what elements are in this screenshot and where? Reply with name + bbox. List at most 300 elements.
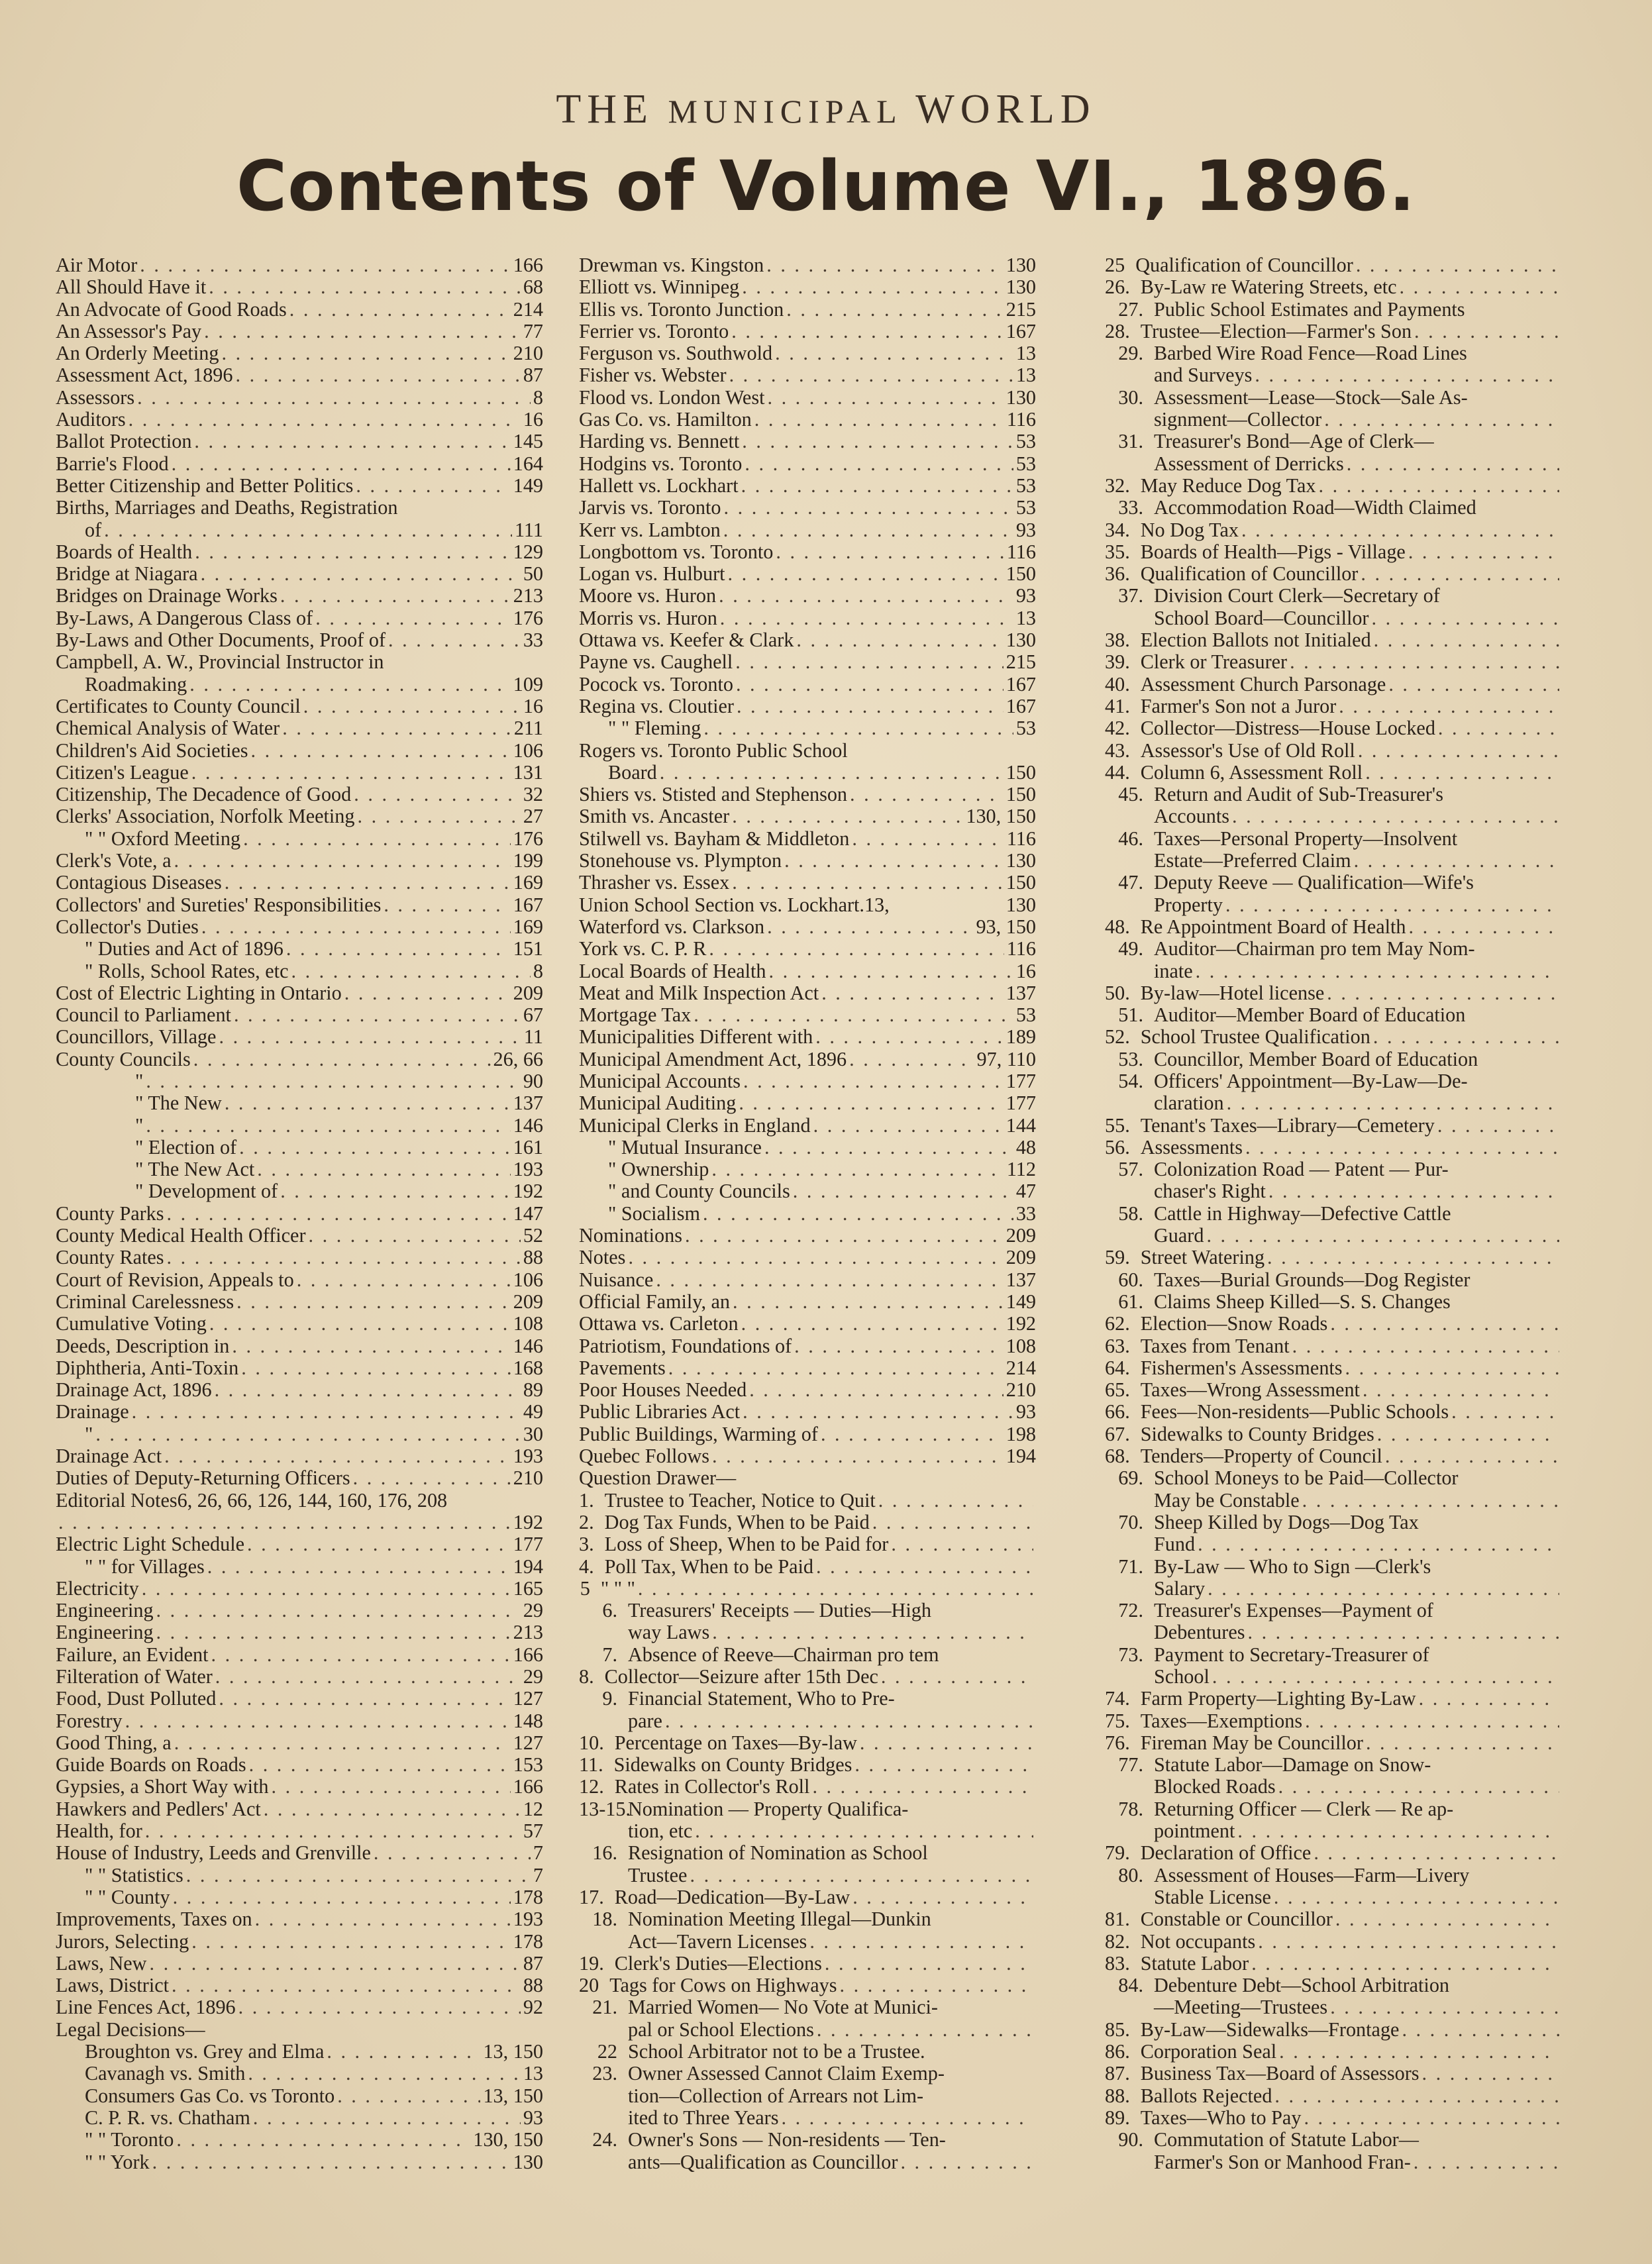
entry-label: Rogers vs. Toronto Public School — [579, 739, 848, 762]
leader-dots — [854, 1754, 1033, 1776]
entry-page: 146 — [513, 1335, 543, 1357]
entry-label: Treasurer's Bond—Age of Clerk— — [1154, 431, 1434, 453]
index-entry — [579, 1026, 1036, 1048]
entry-label: Citizenship, The Decadence of Good — [56, 784, 352, 806]
entry-number: 42. — [1105, 717, 1130, 740]
entry-number: 88. — [1105, 2084, 1130, 2107]
entry-number: 65. — [1105, 1379, 1130, 1402]
entry-label: Forestry — [56, 1710, 123, 1732]
entry-label: " — [135, 1070, 144, 1092]
entry-page: 164 — [513, 452, 543, 475]
leader-dots — [1258, 1931, 1559, 1953]
leader-dots — [1278, 1776, 1559, 1798]
entry-label: Local Boards of Health — [579, 960, 766, 982]
leader-dots — [720, 607, 1013, 629]
entry-number: 9. — [602, 1688, 617, 1710]
entry-label: Debenture Debt—School Arbitration — [1154, 1975, 1450, 1997]
index-entry — [579, 1776, 1036, 1798]
entry-page: 13 — [523, 2063, 543, 2085]
leader-dots — [156, 1600, 521, 1621]
index-entry — [56, 364, 543, 386]
leader-dots — [719, 585, 1013, 607]
leader-dots — [344, 982, 511, 1004]
index-entry — [579, 2041, 1036, 2063]
entry-number: 40. — [1105, 673, 1130, 695]
entry-label: Tenant's Taxes—Library—Cemetery — [1140, 1114, 1435, 1137]
entry-number: 53. — [1118, 1048, 1143, 1070]
entry-number: 55. — [1105, 1114, 1130, 1137]
entry-label: Municipal Clerks in England — [579, 1114, 811, 1137]
index-entry — [1105, 695, 1562, 717]
leader-dots — [280, 1180, 511, 1202]
entry-label: Bridges on Drainage Works — [56, 585, 278, 607]
entry-label: Shiers vs. Stisted and Stephenson — [579, 784, 848, 806]
entry-number: 67. — [1105, 1423, 1130, 1445]
entry-label: Diphtheria, Anti-Toxin — [56, 1357, 239, 1379]
entry-page: 211 — [513, 717, 543, 740]
index-entry — [56, 784, 543, 805]
entry-label: Legal Decisions— — [56, 2018, 205, 2041]
entry-page: 150 — [1006, 784, 1036, 806]
leader-dots — [728, 563, 1004, 585]
entry-label: Owner Assessed Cannot Claim Exemp- — [628, 2063, 945, 2085]
index-entry — [56, 1931, 543, 1953]
entry-number: 19. — [579, 1952, 604, 1975]
entry-label: Councillor, Member Board of Education — [1154, 1048, 1478, 1070]
leader-dots — [1314, 1842, 1559, 1864]
entry-page: 30 — [523, 1423, 543, 1445]
leader-dots — [821, 982, 1004, 1004]
leader-dots — [129, 409, 521, 431]
leader-dots — [358, 805, 521, 827]
entry-label: Collectors' and Sureties' Responsibilities — [56, 894, 382, 916]
index-entry — [579, 1115, 1036, 1137]
entry-label: " — [135, 1114, 144, 1137]
leader-dots — [1324, 409, 1559, 431]
entry-page: 166 — [513, 1643, 543, 1666]
index-entry — [579, 1313, 1036, 1335]
index-entry — [56, 1313, 543, 1335]
entry-label: Cavanagh vs. Smith — [85, 2063, 246, 2085]
entry-page: 161 — [513, 1136, 543, 1158]
entry-label: By-Law—Sidewalks—Frontage — [1140, 2018, 1400, 2041]
entry-label: inate — [1154, 960, 1193, 982]
leader-dots — [243, 828, 511, 850]
entry-label: Assessors — [56, 386, 135, 409]
index-entry — [579, 585, 1036, 607]
entry-label: Improvements, Taxes on — [56, 1908, 252, 1931]
index-entry — [56, 1070, 543, 1092]
entry-label: " " County — [85, 1886, 170, 1908]
entry-page: 29 — [523, 1600, 543, 1622]
leader-dots — [174, 850, 511, 872]
entry-label: pal or School Elections — [628, 2018, 814, 2041]
index-entry — [579, 1908, 1036, 1930]
index-entry — [56, 409, 543, 431]
leader-dots — [215, 1379, 521, 1401]
entry-label: By-Law re Watering Streets, etc — [1140, 276, 1397, 299]
leader-dots — [1304, 2107, 1559, 2129]
leader-dots — [1237, 1820, 1559, 1842]
leader-dots — [1400, 276, 1559, 298]
index-entry — [579, 1401, 1036, 1423]
index-entry — [1105, 1335, 1562, 1357]
leader-dots — [241, 1357, 510, 1379]
entry-page: 116 — [1006, 827, 1036, 850]
leader-dots — [164, 1445, 511, 1467]
contents-column-2 — [579, 254, 1036, 2173]
leader-dots — [1335, 1908, 1559, 1930]
entry-page: 177 — [513, 1533, 543, 1556]
index-entry — [579, 342, 1036, 364]
entry-label: Laws, New — [56, 1952, 147, 1975]
index-entry — [56, 1225, 543, 1247]
entry-number: 52. — [1105, 1026, 1130, 1049]
index-entry — [56, 299, 543, 321]
entry-label: Contagious Diseases — [56, 872, 222, 894]
index-entry — [1105, 1886, 1562, 1908]
leader-dots — [703, 1203, 1013, 1225]
entry-label: Fisher vs. Webster — [579, 364, 727, 387]
entry-label: Pavements — [579, 1357, 666, 1379]
entry-label: School — [1154, 1666, 1210, 1688]
entry-page: 193 — [513, 1158, 543, 1181]
index-entry — [56, 850, 543, 872]
index-entry — [579, 960, 1036, 982]
entry-label: Electric Light Schedule — [56, 1533, 244, 1556]
index-entry — [1105, 828, 1562, 850]
entry-number: 51. — [1118, 1004, 1143, 1027]
index-entry — [579, 1732, 1036, 1754]
entry-page: 192 — [513, 1511, 543, 1533]
entry-label: May Reduce Dog Tax — [1140, 474, 1316, 497]
entry-label: " The New — [135, 1092, 222, 1115]
entry-label: Auditor—Member Board of Education — [1154, 1004, 1466, 1027]
entry-number: 10. — [579, 1731, 604, 1754]
entry-label: Good Thing, a — [56, 1731, 172, 1754]
index-entry — [1105, 1225, 1562, 1247]
leader-dots — [786, 299, 1003, 321]
index-entry — [1105, 1401, 1562, 1423]
entry-number: 30. — [1118, 386, 1143, 409]
index-entry — [579, 850, 1036, 872]
index-entry — [1105, 1180, 1562, 1202]
index-entry — [1105, 1269, 1562, 1291]
index-entry — [56, 2129, 543, 2151]
entry-page: 16 — [523, 409, 543, 431]
index-entry — [1105, 1026, 1562, 1048]
index-entry — [1105, 364, 1562, 386]
index-entry — [579, 541, 1036, 563]
index-entry — [579, 1556, 1036, 1578]
entry-label: Clerks' Association, Norfolk Meeting — [56, 805, 355, 828]
leader-dots — [374, 1842, 531, 1864]
leader-dots — [58, 1512, 511, 1533]
leader-dots — [1345, 1357, 1559, 1379]
entry-label: Criminal Carelessness — [56, 1290, 234, 1313]
entry-label: Electricity — [56, 1577, 139, 1600]
entry-number: 46. — [1118, 827, 1143, 850]
leader-dots — [840, 1975, 1033, 1996]
leader-dots — [1363, 1379, 1559, 1401]
entry-number: 8. — [579, 1666, 594, 1688]
leader-dots — [849, 1049, 974, 1070]
leader-dots — [209, 276, 521, 298]
entry-page: 108 — [513, 1313, 543, 1335]
leader-dots — [146, 1070, 520, 1092]
entry-page: 209 — [513, 982, 543, 1004]
index-entry — [579, 1092, 1036, 1114]
index-entry — [1105, 1644, 1562, 1666]
leader-dots — [172, 453, 511, 475]
entry-label: Clerk's Vote, a — [56, 850, 172, 872]
entry-label: Municipal Accounts — [579, 1070, 741, 1092]
entry-number: 66. — [1105, 1401, 1130, 1423]
entry-page: 137 — [513, 1092, 543, 1115]
index-entry — [1105, 1137, 1562, 1158]
entry-number: 84. — [1118, 1975, 1143, 1997]
leader-dots — [255, 1908, 511, 1930]
entry-page: 166 — [513, 1776, 543, 1798]
entry-page: 210 — [1006, 1379, 1036, 1402]
entry-page: 137 — [1006, 1268, 1036, 1291]
entry-label: Question Drawer— — [579, 1467, 737, 1490]
entry-label: An Assessor's Pay — [56, 320, 202, 342]
entry-page: 47 — [1015, 1180, 1036, 1203]
entry-label: An Advocate of Good Roads — [56, 298, 287, 321]
entry-label: Deeds, Description in — [56, 1335, 230, 1357]
entry-page: 7 — [533, 1842, 543, 1865]
entry-label: Financial Statement, Who to Pre- — [628, 1688, 895, 1710]
entry-page: 53 — [1015, 1004, 1036, 1027]
leader-dots — [1206, 1225, 1559, 1247]
leader-dots — [1245, 1137, 1559, 1158]
entry-label: Ottawa vs. Carleton — [579, 1313, 739, 1335]
entry-label: Collector—Distress—House Locked — [1140, 717, 1435, 740]
index-entry — [1105, 1070, 1562, 1092]
entry-label: Nominations — [579, 1225, 682, 1247]
index-entry — [1105, 1423, 1562, 1445]
masthead — [0, 86, 1652, 133]
entry-label: Assessment Church Parsonage — [1140, 673, 1386, 695]
entry-label: Not occupants — [1140, 1930, 1256, 1953]
index-entry — [579, 1621, 1036, 1643]
index-entry — [56, 431, 543, 452]
contents-column-1 — [56, 254, 543, 2173]
entry-page: 13, 150 — [483, 2084, 543, 2107]
entry-label: No Dog Tax — [1140, 519, 1239, 541]
leader-dots — [737, 695, 1004, 717]
entry-label: " Rolls, School Rates, etc — [85, 960, 289, 982]
entry-label: Boards of Health — [56, 540, 193, 563]
index-entry — [56, 916, 543, 938]
leader-dots — [709, 938, 1004, 960]
entry-label: Nuisance — [579, 1268, 654, 1291]
entry-page: 53 — [1015, 431, 1036, 453]
entry-label: " Socialism — [608, 1202, 700, 1225]
index-entry — [579, 1357, 1036, 1379]
entry-number: 75. — [1105, 1710, 1130, 1732]
index-entry — [56, 872, 543, 894]
entry-number: 31. — [1118, 431, 1143, 453]
entry-page: 8 — [533, 960, 543, 982]
leader-dots — [1388, 674, 1559, 695]
entry-label: " — [85, 1423, 93, 1445]
index-entry — [1105, 453, 1562, 475]
entry-page: 16 — [1015, 960, 1036, 982]
entry-page: 112 — [1006, 1158, 1036, 1181]
entry-label: Absence of Reeve—Chairman pro tem — [628, 1643, 939, 1666]
index-entry — [579, 872, 1036, 894]
entry-label: Stilwell vs. Bayham & Middleton — [579, 827, 850, 850]
entry-label: Fireman May be Councillor — [1140, 1731, 1363, 1754]
index-entry — [1105, 1203, 1562, 1225]
entry-page: 209 — [1006, 1225, 1036, 1247]
index-entry — [56, 1092, 543, 1114]
index-entry — [579, 1269, 1036, 1291]
entry-label: Poor Houses Needed — [579, 1379, 747, 1402]
index-entry — [56, 982, 543, 1004]
index-entry — [56, 1335, 543, 1357]
index-entry — [579, 1754, 1036, 1776]
index-entry — [1105, 1732, 1562, 1754]
index-entry — [1105, 1490, 1562, 1512]
leader-dots — [384, 894, 510, 916]
index-entry — [579, 1886, 1036, 1908]
leader-dots — [172, 1975, 521, 1996]
entry-number: 61. — [1118, 1290, 1143, 1313]
entry-label: Jarvis vs. Toronto — [579, 497, 721, 519]
entry-label: Treasurer's Expenses—Payment of — [1154, 1600, 1433, 1622]
index-entry — [56, 1886, 543, 1908]
entry-page: 130, 150 — [966, 805, 1036, 828]
entry-label: By-Laws, A Dangerous Class of — [56, 607, 313, 629]
entry-label: Return and Audit of Sub-Treasurer's — [1154, 784, 1443, 806]
entry-page: 214 — [513, 298, 543, 321]
leader-dots — [733, 1291, 1004, 1313]
index-entry — [56, 1644, 543, 1666]
leader-dots — [1358, 740, 1559, 762]
entry-label: Public Libraries Act — [579, 1401, 741, 1423]
index-entry — [1105, 1445, 1562, 1467]
leader-dots — [767, 387, 1003, 409]
index-entry — [1105, 1754, 1562, 1776]
leader-dots — [191, 762, 511, 784]
index-entry — [1105, 1842, 1562, 1864]
entry-number: 33. — [1118, 497, 1143, 519]
entry-label: Barbed Wire Road Fence—Road Lines — [1154, 342, 1467, 365]
entry-page: 87 — [523, 364, 543, 387]
leader-dots — [186, 1865, 531, 1886]
entry-page: 49 — [523, 1401, 543, 1423]
entry-label: " Election of — [135, 1136, 237, 1158]
entry-label: " The New Act — [135, 1158, 255, 1181]
entry-number: 54. — [1118, 1070, 1143, 1092]
entry-label: Taxes—Who to Pay — [1140, 2106, 1302, 2129]
index-entry — [579, 1247, 1036, 1268]
index-entry — [579, 1049, 1036, 1070]
entry-label: Sheep Killed by Dogs—Dog Tax — [1154, 1511, 1419, 1533]
entry-number: 82. — [1105, 1930, 1130, 1953]
entry-label: " " York — [85, 2151, 150, 2173]
entry-label: pare — [628, 1710, 662, 1732]
entry-page: 53 — [1015, 452, 1036, 475]
entry-label: Sidewalks on County Bridges — [613, 1754, 852, 1776]
index-entry — [1105, 982, 1562, 1004]
index-entry — [579, 717, 1036, 739]
leader-dots — [1451, 1401, 1559, 1423]
index-entry — [579, 1137, 1036, 1158]
entry-label: Poll Tax, When to be Paid — [604, 1555, 814, 1578]
index-entry — [1105, 1621, 1562, 1643]
leader-dots — [1232, 805, 1559, 827]
entry-label: Editorial Notes6, 26, 66, 126, 144, 160, 176, 208 — [56, 1489, 448, 1512]
entry-label: Morris vs. Huron — [579, 607, 717, 629]
index-entry — [56, 453, 543, 475]
leader-dots — [813, 1115, 1004, 1137]
entry-number: 32. — [1105, 474, 1130, 497]
entry-label: Colonization Road — Patent — Pur- — [1154, 1158, 1449, 1181]
index-entry — [56, 541, 543, 563]
entry-label: Ferrier vs. Toronto — [579, 320, 729, 342]
entry-number: 38. — [1105, 629, 1130, 652]
index-entry — [1105, 916, 1562, 938]
index-entry — [1105, 629, 1562, 651]
entry-label: way Laws — [628, 1621, 710, 1644]
entry-page: 53 — [1015, 717, 1036, 740]
entry-label: Accommodation Road—Width Claimed — [1154, 497, 1476, 519]
entry-label: County Parks — [56, 1202, 164, 1225]
index-entry — [579, 674, 1036, 695]
entry-label: —Meeting—Trustees — [1154, 1996, 1328, 2019]
index-entry — [56, 585, 543, 607]
entry-number: 28. — [1105, 320, 1130, 342]
entry-label: May be Constable — [1154, 1489, 1300, 1512]
leader-dots — [1365, 762, 1559, 784]
entry-label: Engineering — [56, 1621, 154, 1644]
entry-number: 56. — [1105, 1136, 1130, 1158]
entry-label: Qualification of Councillor — [1135, 254, 1353, 276]
entry-label: Column 6, Assessment Roll — [1140, 761, 1363, 784]
entry-page: 53 — [1015, 474, 1036, 497]
contents-column-3 — [1105, 254, 1562, 2173]
index-entry — [1105, 387, 1562, 409]
index-entry — [579, 2019, 1036, 2041]
entry-page: 93, 150 — [976, 915, 1036, 938]
entry-page: 93 — [1015, 519, 1036, 541]
entry-label: and Surveys — [1154, 364, 1253, 387]
leader-dots — [656, 1269, 1003, 1291]
entry-label: Ellis vs. Toronto Junction — [579, 298, 784, 321]
entry-page: 194 — [513, 1555, 543, 1578]
index-entry — [579, 1953, 1036, 1975]
leader-dots — [249, 1754, 511, 1776]
index-entry — [56, 497, 543, 519]
index-entry — [56, 1621, 543, 1643]
index-entry — [56, 1666, 543, 1688]
leader-dots — [297, 1269, 511, 1291]
entry-page: 130 — [1006, 276, 1036, 299]
index-entry — [579, 1004, 1036, 1026]
leader-dots — [238, 1996, 521, 2018]
index-entry — [579, 938, 1036, 960]
index-entry — [1105, 674, 1562, 695]
index-entry — [579, 982, 1036, 1004]
index-entry — [56, 342, 543, 364]
entry-label: Guide Boards on Roads — [56, 1754, 246, 1776]
entry-page: 77 — [523, 320, 543, 342]
entry-page: 48 — [1015, 1136, 1036, 1158]
